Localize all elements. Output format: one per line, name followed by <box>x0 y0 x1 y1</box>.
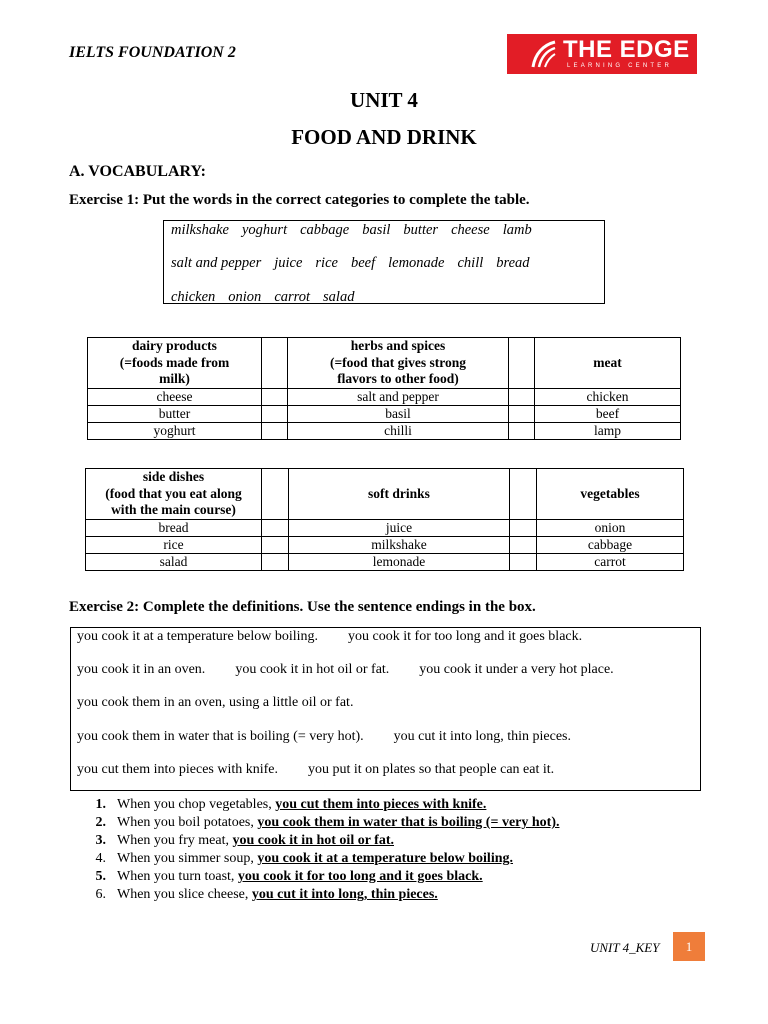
logo-text: THE EDGE <box>563 36 690 63</box>
word: chill <box>457 255 484 271</box>
question-text: When you slice cheese, <box>117 887 252 902</box>
header-dairy-products: dairy products (=foods made from milk) <box>88 338 262 389</box>
item-number: 6. <box>95 887 106 902</box>
word-line <box>171 222 545 239</box>
spacer-cell <box>262 469 289 520</box>
ending: you cook them in an oven, using a little oil or fat. <box>77 695 354 710</box>
course-title: IELTS FOUNDATION 2 <box>69 44 236 61</box>
ending-line <box>77 629 612 645</box>
spacer-cell <box>262 406 288 423</box>
spacer-cell <box>510 554 537 571</box>
word-line <box>171 255 543 272</box>
table-cell: lamp <box>535 423 681 440</box>
unit-title: UNIT 4 <box>350 88 418 112</box>
exercise2-instruction: Exercise 2: Complete the definitions. Use the sentence endings in the box. <box>69 599 536 615</box>
word: onion <box>228 289 262 305</box>
header-meat: meat <box>535 338 681 389</box>
answer-text: you cook them in water that is boiling (= very hot). <box>257 815 560 830</box>
word: rice <box>315 255 338 271</box>
table-cell: cabbage <box>537 537 684 554</box>
word: butter <box>403 222 439 238</box>
topic-title: FOOD AND DRINK <box>291 125 477 149</box>
ending-line <box>77 662 644 678</box>
word: juice <box>274 255 303 271</box>
spacer-cell <box>262 389 288 406</box>
word: yoghurt <box>241 222 288 238</box>
word: bread <box>496 255 530 271</box>
ending-line <box>77 762 584 778</box>
item-number: 4. <box>95 851 106 866</box>
table-row <box>88 406 681 423</box>
item-number: 3. <box>95 833 106 848</box>
section-vocabulary-heading: A. VOCABULARY: <box>69 163 206 180</box>
item-number: 2. <box>95 815 106 830</box>
spacer-cell <box>262 423 288 440</box>
page-number-badge: 1 <box>673 932 705 961</box>
table-cell: beef <box>535 406 681 423</box>
table-row <box>88 389 681 406</box>
question-text: When you turn toast, <box>117 869 238 884</box>
header-herbs-spices: herbs and spices (=food that gives strong flavors to other food) <box>288 338 509 389</box>
ending-line <box>77 729 601 745</box>
table-cell: salt and pepper <box>288 389 509 406</box>
answer-text: you cook it for too long and it goes black. <box>237 869 483 884</box>
word-box <box>163 220 605 304</box>
spacer-cell <box>262 537 289 554</box>
table-row <box>86 537 684 554</box>
word: salt and pepper <box>171 255 262 271</box>
table-cell: chicken <box>535 389 681 406</box>
ending: you cook it at a temperature below boiling. <box>77 629 319 644</box>
spacer-cell <box>509 423 535 440</box>
spacer-cell <box>510 520 537 537</box>
question-text: When you simmer soup, <box>117 851 258 866</box>
exercise1-instruction: Exercise 1: Put the words in the correct categories to complete the table. <box>69 192 530 208</box>
ending: you put it on plates so that people can eat it. <box>308 762 555 777</box>
logo-arc-icon <box>529 40 559 68</box>
spacer-cell <box>509 389 535 406</box>
the-edge-logo <box>507 34 697 74</box>
question-text: When you boil potatoes, <box>117 815 258 830</box>
answer-text: you cook it at a temperature below boiling. <box>257 851 513 866</box>
table-cell: butter <box>88 406 262 423</box>
spacer-cell <box>509 338 535 389</box>
word: lamb <box>502 222 532 238</box>
table-cell: onion <box>537 520 684 537</box>
table-row <box>86 554 684 571</box>
table-cell: chilli <box>288 423 509 440</box>
word: chicken <box>171 289 216 305</box>
table-cell: lemonade <box>289 554 510 571</box>
ending: you cut them into pieces with knife. <box>77 762 279 777</box>
word: basil <box>362 222 391 238</box>
item-number: 5. <box>95 869 106 884</box>
question-text: When you fry meat, <box>117 833 233 848</box>
header-vegetables: vegetables <box>537 469 684 520</box>
spacer-cell <box>510 537 537 554</box>
ending: you cook it in an oven. <box>77 662 206 677</box>
ending: you cook it for too long and it goes black. <box>348 629 583 644</box>
answer-text: you cook it in hot oil or fat. <box>232 833 394 848</box>
word-line <box>171 289 367 306</box>
table-cell: salad <box>86 554 262 571</box>
word: salad <box>323 289 355 305</box>
question-text: When you chop vegetables, <box>117 797 276 812</box>
word: milkshake <box>171 222 229 238</box>
table-row <box>86 520 684 537</box>
word: carrot <box>274 289 311 305</box>
header-side-dishes: side dishes (food that you eat along with the main course) <box>86 469 262 520</box>
item-number: 1. <box>95 797 106 812</box>
table-cell: cheese <box>88 389 262 406</box>
spacer-cell <box>509 406 535 423</box>
table-cell: juice <box>289 520 510 537</box>
spacer-cell <box>510 469 537 520</box>
header-soft-drinks: soft drinks <box>289 469 510 520</box>
answer-text: you cut them into pieces with knife. <box>275 797 487 812</box>
logo-subtext: LEARNING CENTER <box>567 63 673 69</box>
category-table-1 <box>87 337 681 440</box>
ending-line <box>77 695 383 711</box>
word: beef <box>350 255 376 271</box>
ending: you cook it in hot oil or fat. <box>235 662 390 677</box>
word: cabbage <box>300 222 350 238</box>
sentence-endings-box <box>70 627 701 791</box>
word: lemonade <box>388 255 445 271</box>
spacer-cell <box>262 554 289 571</box>
footer-label: UNIT 4_KEY <box>590 940 660 955</box>
table-cell: basil <box>288 406 509 423</box>
ending: you cook it under a very hot place. <box>419 662 614 677</box>
table-row <box>88 423 681 440</box>
answer-text: you cut it into long, thin pieces. <box>251 887 438 902</box>
table-cell: yoghurt <box>88 423 262 440</box>
table-cell: bread <box>86 520 262 537</box>
ending: you cook them in water that is boiling (= very hot). <box>77 729 364 744</box>
ending: you cut it into long, thin pieces. <box>393 729 571 744</box>
table-cell: carrot <box>537 554 684 571</box>
table-cell: rice <box>86 537 262 554</box>
word: cheese <box>451 222 490 238</box>
spacer-cell <box>262 338 288 389</box>
table-cell: milkshake <box>289 537 510 554</box>
spacer-cell <box>262 520 289 537</box>
category-table-2 <box>85 468 684 571</box>
